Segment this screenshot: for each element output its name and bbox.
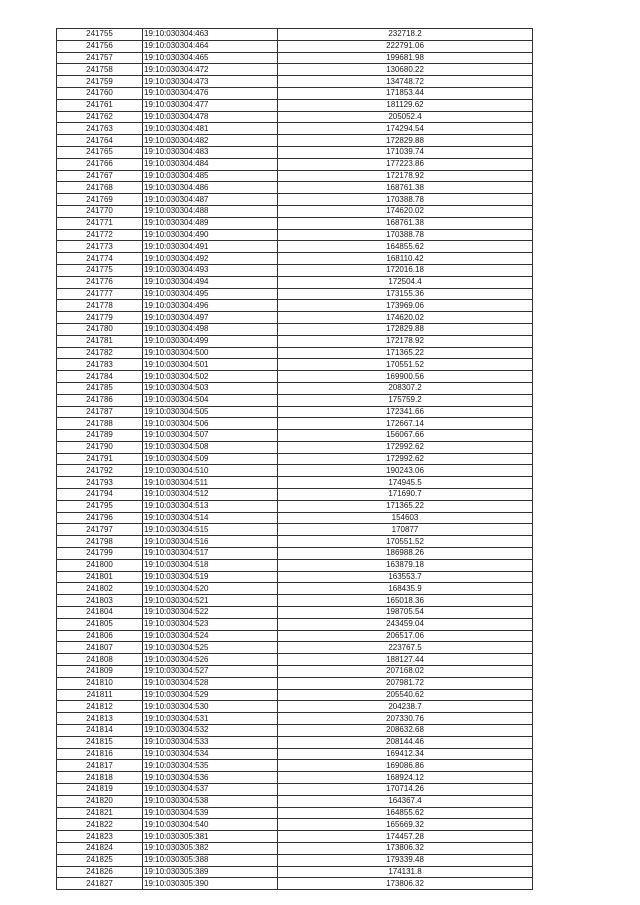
table-row: [57, 736, 533, 748]
table-row: [57, 701, 533, 713]
value-cell: 171365.22: [278, 347, 533, 359]
value-cell: 173806.32: [278, 842, 533, 854]
table-row: [57, 64, 533, 76]
value-cell: 190243.06: [278, 465, 533, 477]
value-cell: 171853.44: [278, 87, 533, 99]
table-row: [57, 394, 533, 406]
value-cell: 174620.02: [278, 205, 533, 217]
value-cell: 174457.28: [278, 831, 533, 843]
table-row: [57, 748, 533, 760]
table-row: [57, 512, 533, 524]
table-row: [57, 123, 533, 135]
row-number-cell: 241770: [57, 205, 143, 217]
table-row: [57, 288, 533, 300]
value-cell: 243459.04: [278, 618, 533, 630]
table-row: [57, 630, 533, 642]
value-cell: 174945.5: [278, 477, 533, 489]
row-number-cell: 241816: [57, 748, 143, 760]
cadastral-number-cell: 19:10:030304:505: [143, 406, 278, 418]
row-number-cell: 241827: [57, 878, 143, 890]
cadastral-number-cell: 19:10:030304:527: [143, 666, 278, 678]
cadastral-number-cell: 19:10:030304:465: [143, 52, 278, 64]
table-row: [57, 182, 533, 194]
cadastral-number-cell: 19:10:030304:511: [143, 477, 278, 489]
row-number-cell: 241797: [57, 524, 143, 536]
cadastral-number-cell: 19:10:030305:381: [143, 831, 278, 843]
value-cell: 222791.06: [278, 40, 533, 52]
row-number-cell: 241772: [57, 229, 143, 241]
cadastral-number-cell: 19:10:030304:513: [143, 500, 278, 512]
row-number-cell: 241809: [57, 666, 143, 678]
value-cell: 154603: [278, 512, 533, 524]
cadastral-number-cell: 19:10:030304:512: [143, 489, 278, 501]
table-row: [57, 536, 533, 548]
row-number-cell: 241767: [57, 170, 143, 182]
value-cell: 198705.54: [278, 607, 533, 619]
row-number-cell: 241755: [57, 29, 143, 41]
value-cell: 172992.62: [278, 453, 533, 465]
table-row: [57, 595, 533, 607]
value-cell: 172992.62: [278, 441, 533, 453]
value-cell: 186988.26: [278, 548, 533, 560]
row-number-cell: 241780: [57, 323, 143, 335]
table-row: [57, 772, 533, 784]
table-row: [57, 312, 533, 324]
value-cell: 177223.86: [278, 158, 533, 170]
value-cell: 134748.72: [278, 76, 533, 88]
value-cell: 165018.36: [278, 595, 533, 607]
row-number-cell: 241757: [57, 52, 143, 64]
row-number-cell: 241779: [57, 312, 143, 324]
value-cell: 206517.06: [278, 630, 533, 642]
cadastral-number-cell: 19:10:030304:508: [143, 441, 278, 453]
row-number-cell: 241756: [57, 40, 143, 52]
value-cell: 170714.26: [278, 784, 533, 796]
cadastral-number-cell: 19:10:030304:484: [143, 158, 278, 170]
cadastral-number-cell: 19:10:030304:500: [143, 347, 278, 359]
cadastral-number-cell: 19:10:030304:507: [143, 430, 278, 442]
row-number-cell: 241826: [57, 866, 143, 878]
cadastral-number-cell: 19:10:030304:494: [143, 276, 278, 288]
value-cell: 208307.2: [278, 382, 533, 394]
row-number-cell: 241777: [57, 288, 143, 300]
table-row: [57, 323, 533, 335]
row-number-cell: 241761: [57, 99, 143, 111]
cadastral-number-cell: 19:10:030304:517: [143, 548, 278, 560]
table-row: [57, 264, 533, 276]
value-cell: 208632.68: [278, 725, 533, 737]
row-number-cell: 241793: [57, 477, 143, 489]
value-cell: 169086.86: [278, 760, 533, 772]
table-row: [57, 642, 533, 654]
row-number-cell: 241764: [57, 135, 143, 147]
table-row: [57, 217, 533, 229]
row-number-cell: 241786: [57, 394, 143, 406]
table-row: [57, 382, 533, 394]
cadastral-number-cell: 19:10:030304:478: [143, 111, 278, 123]
row-number-cell: 241784: [57, 371, 143, 383]
value-cell: 170551.52: [278, 359, 533, 371]
table-row: [57, 99, 533, 111]
value-cell: 173969.06: [278, 300, 533, 312]
table-row: [57, 406, 533, 418]
cadastral-number-cell: 19:10:030304:540: [143, 819, 278, 831]
table-row: [57, 548, 533, 560]
table-row: [57, 135, 533, 147]
value-cell: 156067.66: [278, 430, 533, 442]
table-row: [57, 194, 533, 206]
cadastral-number-cell: 19:10:030304:524: [143, 630, 278, 642]
cadastral-number-cell: 19:10:030304:499: [143, 335, 278, 347]
value-cell: 172504.4: [278, 276, 533, 288]
value-cell: 175759.2: [278, 394, 533, 406]
value-cell: 172341.66: [278, 406, 533, 418]
value-cell: 199681.98: [278, 52, 533, 64]
value-cell: 174294.54: [278, 123, 533, 135]
row-number-cell: 241814: [57, 725, 143, 737]
cadastral-number-cell: 19:10:030304:485: [143, 170, 278, 182]
cadastral-number-cell: 19:10:030304:477: [143, 99, 278, 111]
cadastral-number-cell: 19:10:030304:487: [143, 194, 278, 206]
value-cell: 172178.92: [278, 335, 533, 347]
value-cell: 130680.22: [278, 64, 533, 76]
row-number-cell: 241802: [57, 583, 143, 595]
table-row: [57, 866, 533, 878]
cadastral-number-cell: 19:10:030304:529: [143, 689, 278, 701]
table-row: [57, 29, 533, 41]
value-cell: 172829.88: [278, 323, 533, 335]
value-cell: 174131.8: [278, 866, 533, 878]
cadastral-number-cell: 19:10:030304:504: [143, 394, 278, 406]
cadastral-number-cell: 19:10:030304:472: [143, 64, 278, 76]
row-number-cell: 241817: [57, 760, 143, 772]
row-number-cell: 241796: [57, 512, 143, 524]
cadastral-number-cell: 19:10:030304:536: [143, 772, 278, 784]
row-number-cell: 241795: [57, 500, 143, 512]
row-number-cell: 241791: [57, 453, 143, 465]
value-cell: 205540.62: [278, 689, 533, 701]
cadastral-number-cell: 19:10:030304:503: [143, 382, 278, 394]
cadastral-number-cell: 19:10:030304:483: [143, 146, 278, 158]
row-number-cell: 241775: [57, 264, 143, 276]
row-number-cell: 241758: [57, 64, 143, 76]
row-number-cell: 241765: [57, 146, 143, 158]
value-cell: 168761.38: [278, 182, 533, 194]
cadastral-number-cell: 19:10:030304:464: [143, 40, 278, 52]
table-row: [57, 854, 533, 866]
cadastral-number-cell: 19:10:030304:526: [143, 654, 278, 666]
row-number-cell: 241762: [57, 111, 143, 123]
row-number-cell: 241811: [57, 689, 143, 701]
table-row: [57, 618, 533, 630]
cadastral-number-cell: 19:10:030304:488: [143, 205, 278, 217]
row-number-cell: 241824: [57, 842, 143, 854]
row-number-cell: 241823: [57, 831, 143, 843]
value-cell: 172829.88: [278, 135, 533, 147]
cadastral-number-cell: 19:10:030305:389: [143, 866, 278, 878]
cadastral-number-cell: 19:10:030304:516: [143, 536, 278, 548]
table-row: [57, 760, 533, 772]
cadastral-number-cell: 19:10:030304:476: [143, 87, 278, 99]
table-row: [57, 300, 533, 312]
table-row: [57, 205, 533, 217]
row-number-cell: 241763: [57, 123, 143, 135]
table-row: [57, 725, 533, 737]
cadastral-number-cell: 19:10:030304:489: [143, 217, 278, 229]
row-number-cell: 241774: [57, 253, 143, 265]
cadastral-number-cell: 19:10:030304:490: [143, 229, 278, 241]
value-cell: 232718.2: [278, 29, 533, 41]
row-number-cell: 241798: [57, 536, 143, 548]
row-number-cell: 241787: [57, 406, 143, 418]
cadastral-number-cell: 19:10:030304:525: [143, 642, 278, 654]
table-row: [57, 689, 533, 701]
row-number-cell: 241819: [57, 784, 143, 796]
table-row: [57, 559, 533, 571]
table-row: [57, 430, 533, 442]
row-number-cell: 241820: [57, 795, 143, 807]
value-cell: 173155.36: [278, 288, 533, 300]
value-cell: 164855.62: [278, 241, 533, 253]
row-number-cell: 241766: [57, 158, 143, 170]
table-row: [57, 878, 533, 890]
cadastral-number-cell: 19:10:030304:515: [143, 524, 278, 536]
cadastral-number-cell: 19:10:030304:481: [143, 123, 278, 135]
row-number-cell: 241821: [57, 807, 143, 819]
value-cell: 165669.32: [278, 819, 533, 831]
value-cell: 181129.62: [278, 99, 533, 111]
table-row: [57, 831, 533, 843]
table-row: [57, 500, 533, 512]
row-number-cell: 241808: [57, 654, 143, 666]
table-row: [57, 87, 533, 99]
table-row: [57, 52, 533, 64]
value-cell: 172016.18: [278, 264, 533, 276]
cadastral-number-cell: 19:10:030304:531: [143, 713, 278, 725]
value-cell: 169412.34: [278, 748, 533, 760]
cadastral-number-cell: 19:10:030304:501: [143, 359, 278, 371]
table-row: [57, 158, 533, 170]
table-row: [57, 170, 533, 182]
row-number-cell: 241812: [57, 701, 143, 713]
row-number-cell: 241773: [57, 241, 143, 253]
value-cell: 172667.14: [278, 418, 533, 430]
value-cell: 168435.9: [278, 583, 533, 595]
value-cell: 207330.76: [278, 713, 533, 725]
cadastral-number-cell: 19:10:030304:538: [143, 795, 278, 807]
table-body: [57, 29, 533, 890]
value-cell: 169900.56: [278, 371, 533, 383]
row-number-cell: 241810: [57, 677, 143, 689]
cadastral-number-cell: 19:10:030304:528: [143, 677, 278, 689]
row-number-cell: 241822: [57, 819, 143, 831]
row-number-cell: 241790: [57, 441, 143, 453]
row-number-cell: 241818: [57, 772, 143, 784]
cadastral-number-cell: 19:10:030304:473: [143, 76, 278, 88]
cadastral-number-cell: 19:10:030304:537: [143, 784, 278, 796]
value-cell: 171039.74: [278, 146, 533, 158]
cadastral-number-cell: 19:10:030304:523: [143, 618, 278, 630]
table-row: [57, 607, 533, 619]
value-cell: 204238.7: [278, 701, 533, 713]
table-row: [57, 819, 533, 831]
cadastral-number-cell: 19:10:030304:497: [143, 312, 278, 324]
row-number-cell: 241805: [57, 618, 143, 630]
value-cell: 179339.48: [278, 854, 533, 866]
cadastral-number-cell: 19:10:030304:496: [143, 300, 278, 312]
cadastral-number-cell: 19:10:030305:382: [143, 842, 278, 854]
cadastral-value-table: [56, 28, 533, 890]
cadastral-number-cell: 19:10:030304:532: [143, 725, 278, 737]
table-row: [57, 359, 533, 371]
cadastral-number-cell: 19:10:030304:533: [143, 736, 278, 748]
cadastral-number-cell: 19:10:030304:509: [143, 453, 278, 465]
table-row: [57, 477, 533, 489]
cadastral-number-cell: 19:10:030304:506: [143, 418, 278, 430]
row-number-cell: 241782: [57, 347, 143, 359]
cadastral-number-cell: 19:10:030305:388: [143, 854, 278, 866]
row-number-cell: 241792: [57, 465, 143, 477]
row-number-cell: 241781: [57, 335, 143, 347]
table-row: [57, 453, 533, 465]
value-cell: 205052.4: [278, 111, 533, 123]
cadastral-number-cell: 19:10:030305:390: [143, 878, 278, 890]
table-row: [57, 241, 533, 253]
table-row: [57, 371, 533, 383]
row-number-cell: 241815: [57, 736, 143, 748]
value-cell: 170877: [278, 524, 533, 536]
value-cell: 174620.02: [278, 312, 533, 324]
cadastral-number-cell: 19:10:030304:482: [143, 135, 278, 147]
row-number-cell: 241794: [57, 489, 143, 501]
cadastral-number-cell: 19:10:030304:493: [143, 264, 278, 276]
row-number-cell: 241769: [57, 194, 143, 206]
value-cell: 223767.5: [278, 642, 533, 654]
cadastral-number-cell: 19:10:030304:463: [143, 29, 278, 41]
cadastral-number-cell: 19:10:030304:522: [143, 607, 278, 619]
value-cell: 172178.92: [278, 170, 533, 182]
table-row: [57, 418, 533, 430]
cadastral-number-cell: 19:10:030304:535: [143, 760, 278, 772]
table-row: [57, 76, 533, 88]
row-number-cell: 241806: [57, 630, 143, 642]
value-cell: 188127.44: [278, 654, 533, 666]
cadastral-number-cell: 19:10:030304:510: [143, 465, 278, 477]
cadastral-number-cell: 19:10:030304:530: [143, 701, 278, 713]
table-row: [57, 347, 533, 359]
table-row: [57, 441, 533, 453]
row-number-cell: 241778: [57, 300, 143, 312]
table-row: [57, 524, 533, 536]
table-row: [57, 713, 533, 725]
cadastral-number-cell: 19:10:030304:520: [143, 583, 278, 595]
value-cell: 163553.7: [278, 571, 533, 583]
table-row: [57, 677, 533, 689]
row-number-cell: 241776: [57, 276, 143, 288]
table-row: [57, 253, 533, 265]
row-number-cell: 241813: [57, 713, 143, 725]
row-number-cell: 241799: [57, 548, 143, 560]
register-sheet: [56, 28, 533, 890]
row-number-cell: 241801: [57, 571, 143, 583]
row-number-cell: 241804: [57, 607, 143, 619]
table-row: [57, 583, 533, 595]
table-row: [57, 146, 533, 158]
cadastral-number-cell: 19:10:030304:495: [143, 288, 278, 300]
value-cell: 164367.4: [278, 795, 533, 807]
table-row: [57, 489, 533, 501]
table-row: [57, 842, 533, 854]
table-row: [57, 335, 533, 347]
row-number-cell: 241771: [57, 217, 143, 229]
value-cell: 168110.42: [278, 253, 533, 265]
cadastral-number-cell: 19:10:030304:519: [143, 571, 278, 583]
value-cell: 170388.78: [278, 229, 533, 241]
row-number-cell: 241803: [57, 595, 143, 607]
table-row: [57, 807, 533, 819]
row-number-cell: 241783: [57, 359, 143, 371]
table-row: [57, 276, 533, 288]
value-cell: 171690.7: [278, 489, 533, 501]
table-row: [57, 40, 533, 52]
row-number-cell: 241807: [57, 642, 143, 654]
row-number-cell: 241760: [57, 87, 143, 99]
row-number-cell: 241800: [57, 559, 143, 571]
cadastral-number-cell: 19:10:030304:521: [143, 595, 278, 607]
row-number-cell: 241789: [57, 430, 143, 442]
table-row: [57, 465, 533, 477]
row-number-cell: 241825: [57, 854, 143, 866]
row-number-cell: 241759: [57, 76, 143, 88]
row-number-cell: 241788: [57, 418, 143, 430]
value-cell: 168761.38: [278, 217, 533, 229]
value-cell: 164855.62: [278, 807, 533, 819]
value-cell: 171365.22: [278, 500, 533, 512]
value-cell: 163879.18: [278, 559, 533, 571]
value-cell: 173806.32: [278, 878, 533, 890]
value-cell: 170551.52: [278, 536, 533, 548]
value-cell: 207981.72: [278, 677, 533, 689]
cadastral-number-cell: 19:10:030304:498: [143, 323, 278, 335]
table-row: [57, 229, 533, 241]
value-cell: 168924.12: [278, 772, 533, 784]
cadastral-number-cell: 19:10:030304:486: [143, 182, 278, 194]
cadastral-number-cell: 19:10:030304:534: [143, 748, 278, 760]
table-row: [57, 666, 533, 678]
table-row: [57, 654, 533, 666]
table-row: [57, 571, 533, 583]
cadastral-number-cell: 19:10:030304:491: [143, 241, 278, 253]
table-row: [57, 795, 533, 807]
cadastral-number-cell: 19:10:030304:539: [143, 807, 278, 819]
value-cell: 170388.78: [278, 194, 533, 206]
value-cell: 208144.46: [278, 736, 533, 748]
table-row: [57, 111, 533, 123]
cadastral-number-cell: 19:10:030304:514: [143, 512, 278, 524]
row-number-cell: 241785: [57, 382, 143, 394]
cadastral-number-cell: 19:10:030304:502: [143, 371, 278, 383]
cadastral-number-cell: 19:10:030304:518: [143, 559, 278, 571]
value-cell: 207168.02: [278, 666, 533, 678]
table-row: [57, 784, 533, 796]
cadastral-number-cell: 19:10:030304:492: [143, 253, 278, 265]
row-number-cell: 241768: [57, 182, 143, 194]
